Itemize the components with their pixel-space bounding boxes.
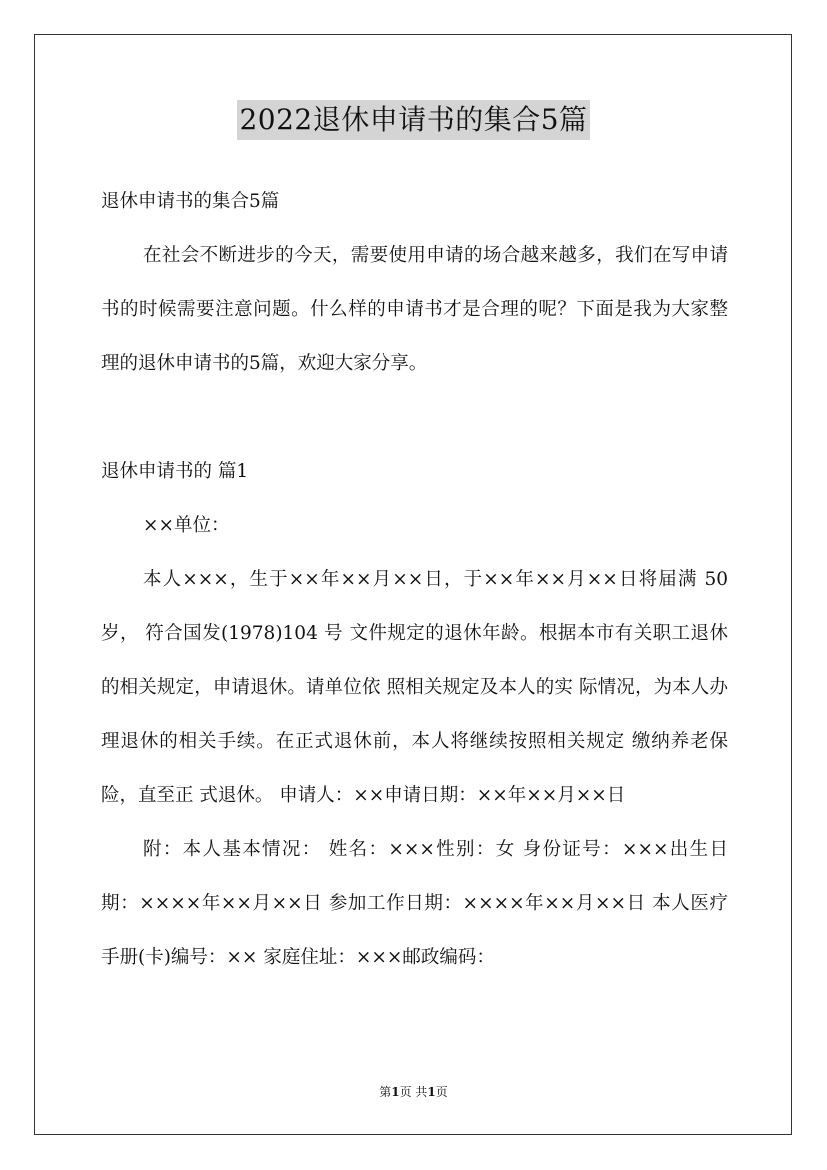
document-title: 2022退休申请书的集合5篇 bbox=[237, 100, 589, 140]
attachment-paragraph: 附：本人基本情况： 姓名：×××性别：女 身份证号：×××出生日期：××××年××月××日 参加工作日期：××××年××月××日 本人医疗手册(卡)编号：×× 家庭住址：×××邮政编码： bbox=[101, 839, 728, 968]
footer-suffix: 页 bbox=[435, 1085, 448, 1099]
document-body bbox=[101, 175, 728, 985]
footer-mid: 页 共 bbox=[399, 1085, 428, 1099]
subtitle: 退休申请书的集合5篇 bbox=[101, 191, 280, 212]
salutation: ××单位： bbox=[143, 515, 230, 536]
intro-paragraph: 在社会不断进步的今天，需要使用申请的场合越来越多，我们在写申请书的时候需要注意问题。什么样的申请书才是合理的呢？下面是我为大家整理的退休申请书的5篇，欢迎大家分享。 bbox=[101, 245, 728, 374]
footer-prefix: 第 bbox=[379, 1085, 392, 1099]
footer-page-number: 1 bbox=[391, 1085, 400, 1099]
body-paragraph: 本人×××，生于××年××月××日，于××年××月××日将届满 50 岁， 符合国发(1978)104 号 文件规定的退休年龄。根据本市有关职工退休的相关规定，申请退休。请单位依 照相关规定及本人的实 际情况，为本人办理退休的相关手续。在正式退休前，本人将继续按照相关规定 缴纳养老保险，直至正 式退休。 申请人：××申请日期：××年××月××日 bbox=[101, 569, 728, 806]
paragraph-gap bbox=[101, 391, 728, 445]
title-container bbox=[0, 100, 827, 140]
footer-page-total: 1 bbox=[427, 1085, 436, 1099]
page-footer bbox=[0, 1082, 827, 1102]
section-heading: 退休申请书的 篇1 bbox=[101, 461, 249, 482]
